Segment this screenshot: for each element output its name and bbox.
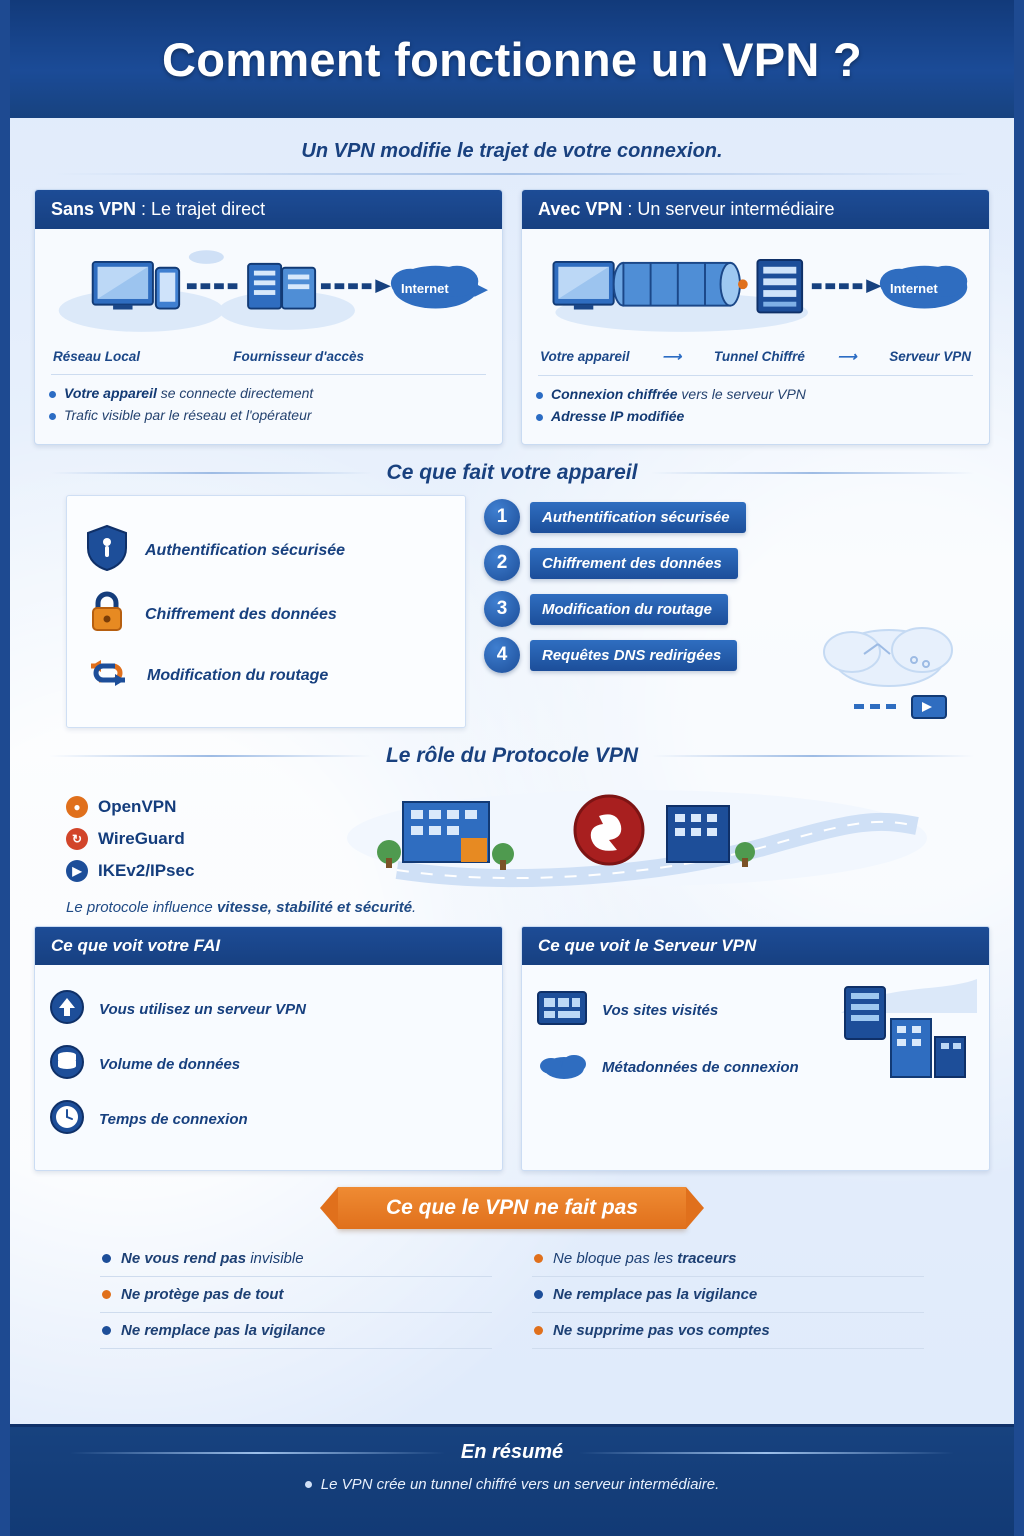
limit-rest: traceurs (677, 1250, 737, 1267)
step-label: Requêtes DNS redirigées (530, 640, 737, 671)
summary-bullet-text: Le VPN crée un tunnel chiffré vers un serveur intermédiaire. (320, 1476, 720, 1493)
intro-divider (50, 173, 974, 175)
card-isp-title: Ce que voit votre FAI (35, 927, 502, 965)
card-without-vpn-header (35, 190, 502, 229)
step-number: 2 (484, 545, 520, 581)
protocol-section (66, 778, 958, 893)
list-item (49, 989, 488, 1030)
list-item (100, 1241, 492, 1277)
step-number: 3 (484, 591, 520, 627)
internet-cloud-label-with: Internet (890, 281, 938, 296)
cloud-decoration (794, 600, 974, 745)
isp-item-label: Volume de données (99, 1056, 241, 1073)
list-item (49, 385, 488, 401)
summary-title: En résumé (460, 1441, 564, 1463)
summary-bullets (10, 1476, 1014, 1493)
protocol-label: IKEv2/IPsec (98, 861, 195, 880)
clock-icon (49, 1099, 85, 1140)
limit-strong: Ne remplace pas la vigilance (553, 1286, 758, 1303)
openvpn-icon: ● (66, 796, 88, 818)
with-vpn-bullets (536, 386, 975, 424)
ikev2-icon: ▶ (66, 860, 88, 882)
list-item (66, 828, 316, 850)
with-vpn-diagram (536, 239, 975, 347)
page-title: Comment fonctionne un VPN ? (161, 32, 863, 86)
scene-label-device: Votre appareil (540, 349, 630, 364)
card-server-visibility (521, 926, 990, 1171)
step-label: Chiffrement des données (530, 548, 738, 579)
scene-label-tunnel: Tunnel Chiffré (713, 349, 805, 364)
server-illustration (831, 973, 981, 1098)
protocol-note-prefix: Le protocole influence (66, 899, 217, 916)
card-divider (538, 375, 973, 376)
scene-label-isp: Fournisseur d'accès (233, 349, 364, 364)
device-feature-routing (85, 652, 447, 699)
device-feature-encryption (85, 589, 447, 640)
upload-arrow-icon (49, 989, 85, 1030)
protocol-list (66, 778, 316, 892)
wireguard-icon: ↻ (66, 828, 88, 850)
bullet-dot (534, 1290, 543, 1299)
step-label: Modification du routage (530, 594, 728, 625)
card-without-vpn-title-rest: : Le trajet direct (136, 199, 266, 219)
scene-label-local-network: Réseau Local (53, 349, 141, 364)
without-vpn-diagram (49, 239, 488, 347)
bullet-dot (102, 1254, 111, 1263)
list-item (484, 545, 958, 581)
limit-strong: Ne remplace pas la vigilance (121, 1322, 326, 1339)
with-vpn-scene-labels: Votre appareil ⟶ Tunnel Chiffré ⟶ Serveur VPN (540, 349, 971, 364)
bullet-strong: Connexion chiffrée (551, 386, 678, 402)
card-with-vpn (521, 189, 990, 445)
device-feature-label: Modification du routage (147, 666, 329, 684)
bullet-dot (305, 1481, 312, 1488)
bullet-rest: se connecte directement (156, 385, 314, 401)
bullet-strong: Votre appareil (64, 385, 157, 401)
protocol-section-title (50, 744, 974, 768)
device-feature-box (66, 495, 466, 728)
card-isp-visibility (34, 926, 503, 1171)
card-server-title: Ce que voit le Serveur VPN (522, 927, 989, 965)
comparison-cards (34, 189, 990, 445)
apps-grid-icon (536, 989, 588, 1032)
cloud-icon (536, 1046, 588, 1089)
list-item (66, 860, 316, 882)
protocol-note-suffix: . (412, 899, 417, 916)
summary-title-row (70, 1441, 954, 1464)
list-item (100, 1313, 492, 1349)
limit-strong: Ne protège pas de tout (121, 1286, 284, 1303)
bullet-dot (102, 1290, 111, 1299)
list-item (536, 408, 975, 424)
device-feature-label: Chiffrement des données (145, 605, 337, 623)
limit-rest: invisible (246, 1250, 304, 1267)
bullet-dot (49, 391, 56, 398)
reroute-arrows-icon (85, 652, 131, 699)
list-item (66, 796, 316, 818)
limit-strong: Ne bloque pas les (553, 1250, 678, 1267)
limit-strong: Ne vous rend pas (121, 1250, 247, 1267)
bullet-dot (534, 1326, 543, 1335)
bullet-dot (534, 1254, 543, 1263)
limits-lists (100, 1241, 924, 1349)
page-header (10, 0, 1014, 118)
without-vpn-scene-labels (49, 347, 488, 364)
limit-strong: Ne supprime pas vos comptes (553, 1322, 770, 1339)
list-item (484, 499, 958, 535)
list-item (49, 407, 488, 423)
limits-left-column (100, 1241, 492, 1349)
protocol-note-strong: vitesse, stabilité et sécurité (216, 899, 413, 916)
device-section-label: Ce que fait votre appareil (386, 461, 638, 484)
bullet-dot (102, 1326, 111, 1335)
lock-icon (85, 589, 129, 640)
intro-subtitle: Un VPN modifie le trajet de votre connexion. (301, 140, 723, 162)
internet-cloud-label-without: Internet (401, 281, 449, 296)
bullet-dot (49, 413, 56, 420)
server-item-label: Vos sites visités (602, 1002, 719, 1019)
list-item (100, 1277, 492, 1313)
step-number: 1 (484, 499, 520, 535)
protocol-note (66, 899, 958, 916)
summary-footer (10, 1424, 1014, 1536)
device-section-title (50, 461, 974, 485)
list-item (532, 1277, 924, 1313)
card-with-vpn-header (522, 190, 989, 229)
shield-icon (85, 524, 129, 577)
step-number: 4 (484, 637, 520, 673)
bullet-rest: vers le serveur VPN (677, 386, 806, 402)
protocol-illustration (316, 778, 958, 893)
list-item (10, 1476, 1014, 1493)
protocol-section-label: Le rôle du Protocole VPN (385, 744, 639, 767)
bullet-strong: Adresse IP modifiée (551, 408, 685, 424)
limits-ribbon: Ce que le VPN ne fait pas (338, 1187, 686, 1229)
without-vpn-bullets (49, 385, 488, 423)
card-with-vpn-title-strong: Avec VPN (538, 199, 623, 219)
bullet-dot (536, 392, 543, 399)
card-without-vpn (34, 189, 503, 445)
card-divider (51, 374, 486, 375)
list-item (532, 1241, 924, 1277)
limits-ribbon-wrap (10, 1187, 1014, 1229)
server-item-label: Métadonnées de connexion (602, 1059, 799, 1076)
card-without-vpn-title-strong: Sans VPN (51, 199, 137, 219)
protocol-label: WireGuard (98, 829, 185, 848)
scene-label-vpn-server: Serveur VPN (889, 349, 971, 364)
device-feature-auth (85, 524, 447, 577)
list-item (49, 1099, 488, 1140)
step-label: Authentification sécurisée (530, 502, 746, 533)
limits-right-column (532, 1241, 924, 1349)
list-item (49, 1044, 488, 1085)
bullet-dot (536, 414, 543, 421)
protocol-label: OpenVPN (98, 797, 177, 816)
list-item (536, 386, 975, 402)
isp-item-label: Temps de connexion (99, 1111, 248, 1128)
card-with-vpn-title-rest: : Un serveur intermédiaire (622, 199, 835, 219)
database-icon (49, 1044, 85, 1085)
visibility-cards (34, 926, 990, 1171)
list-item (532, 1313, 924, 1349)
device-feature-label: Authentification sécurisée (145, 541, 346, 559)
bullet-rest: Trafic visible par le réseau et l'opérateur (64, 407, 312, 423)
isp-item-label: Vous utilisez un serveur VPN (99, 1001, 307, 1018)
